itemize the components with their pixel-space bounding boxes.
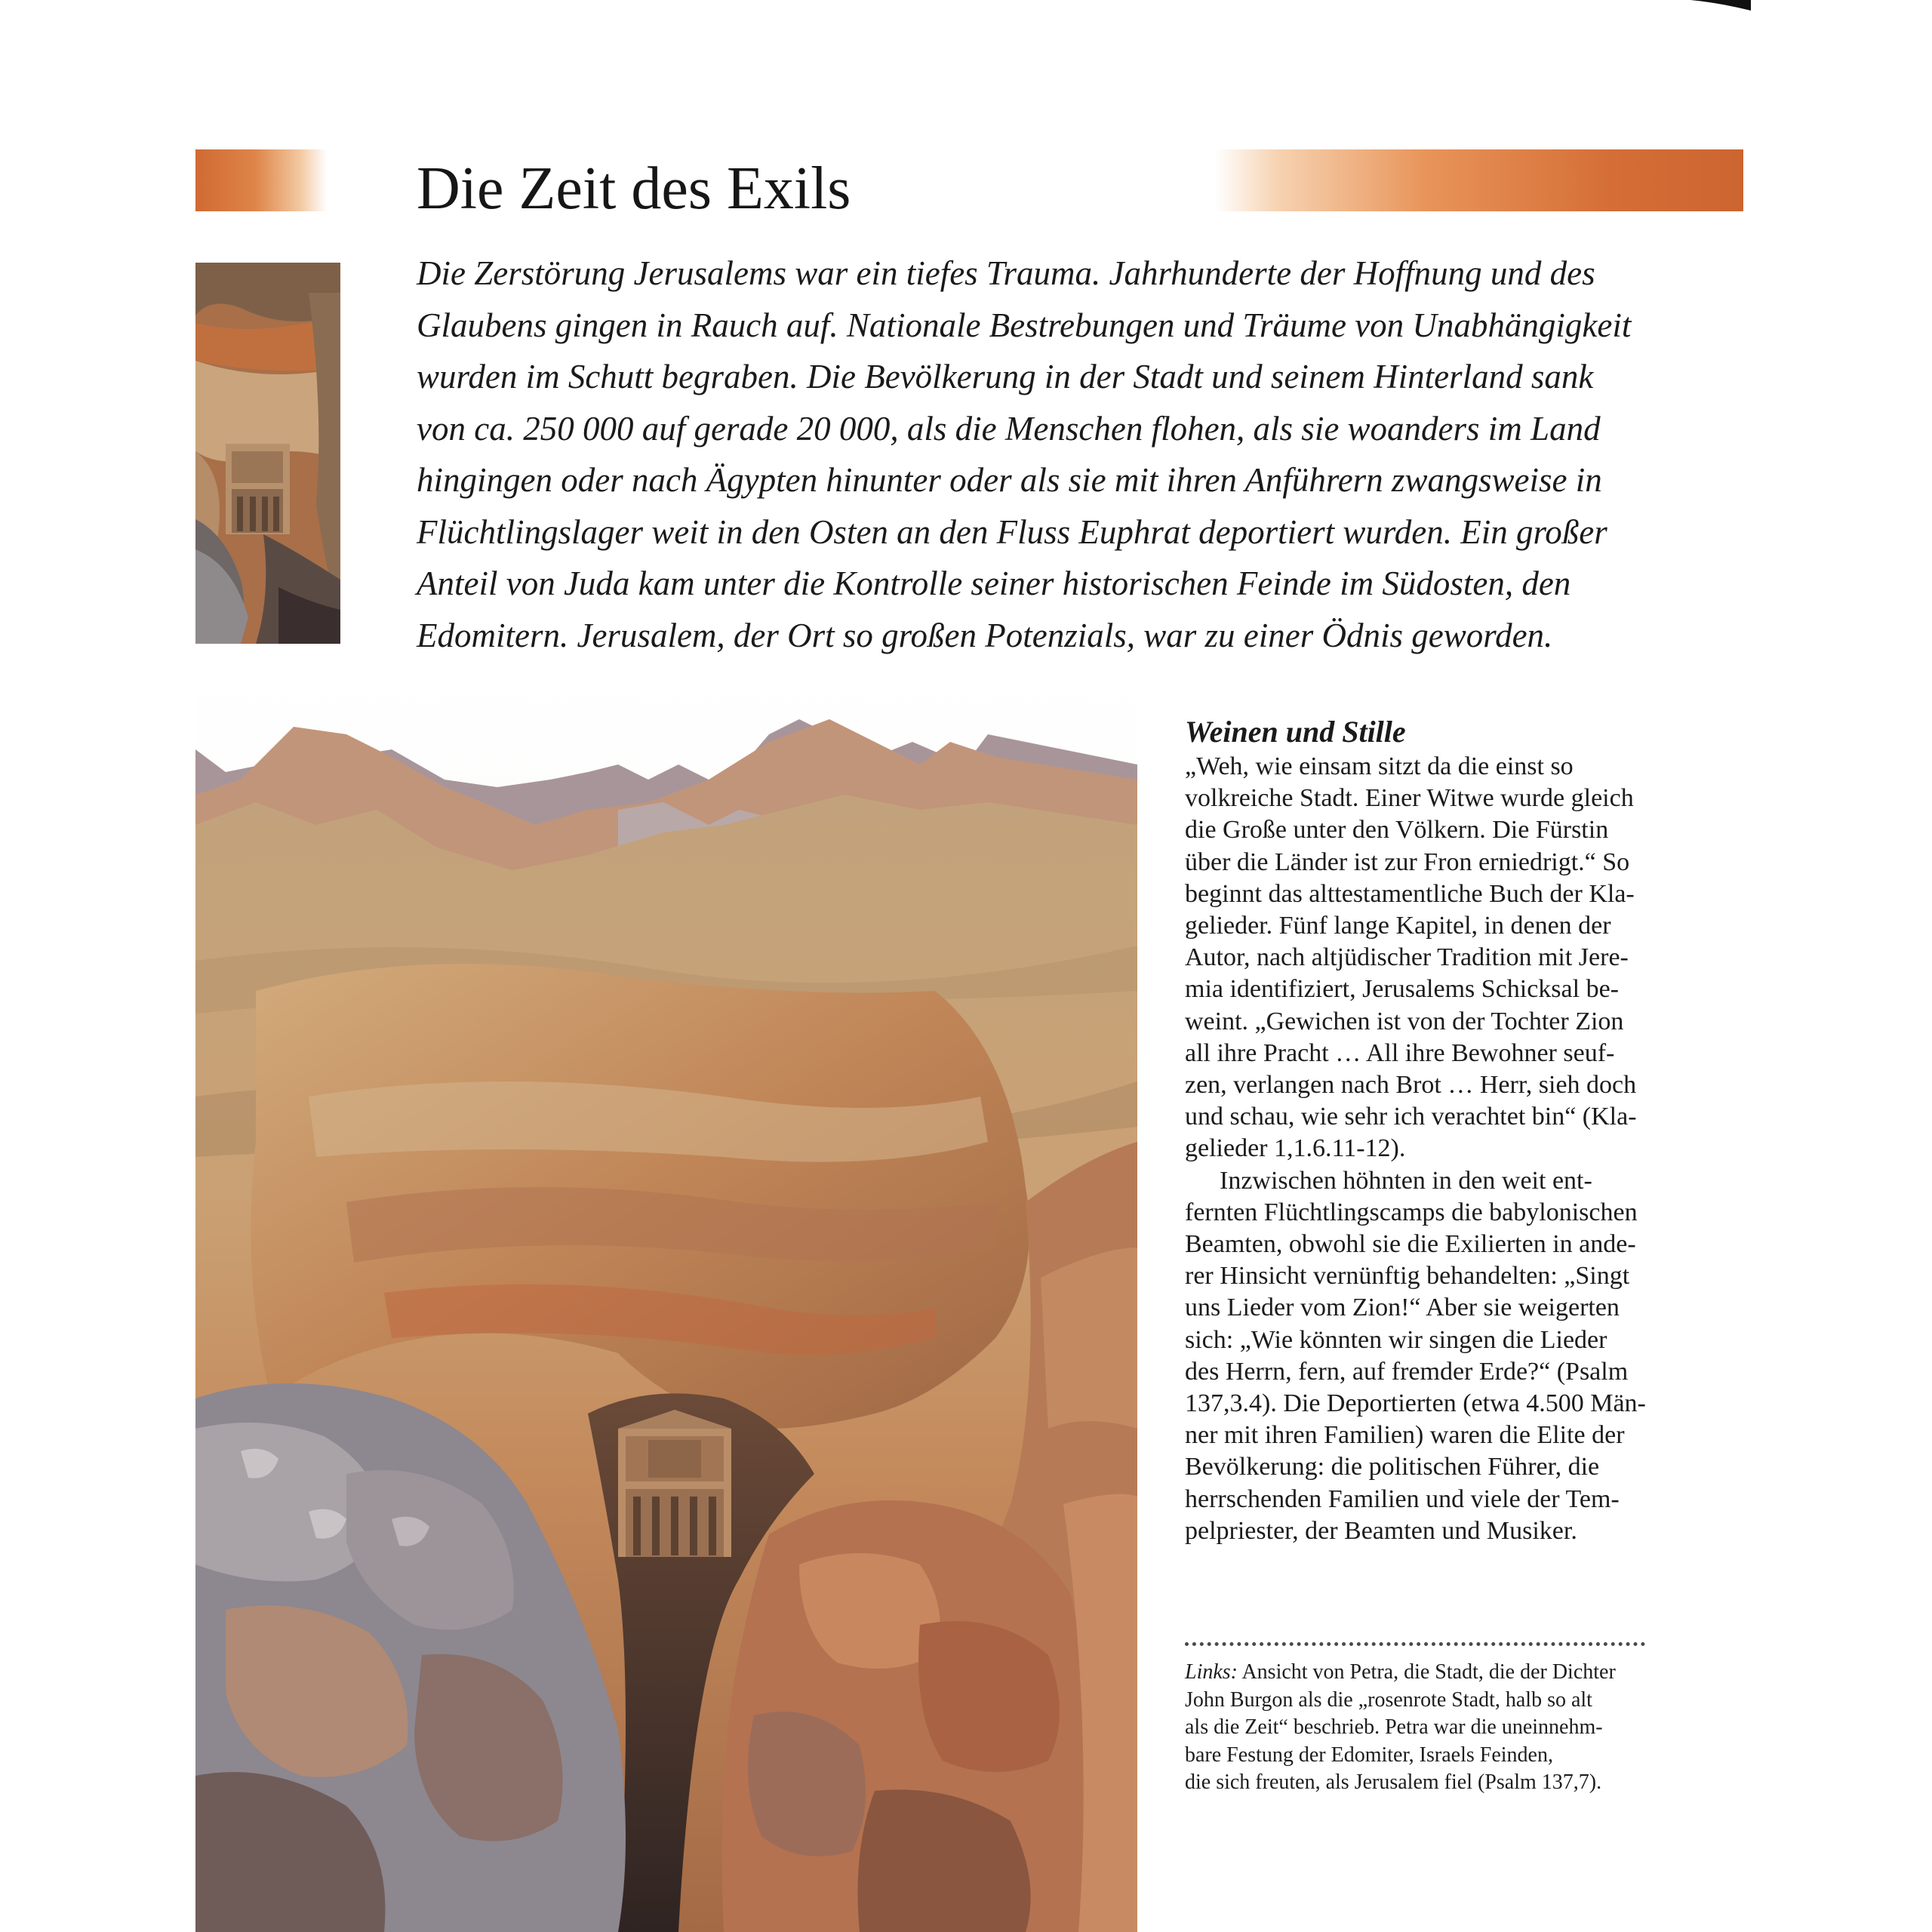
text-line: weint. „Gewichen ist von der Tochter Zion bbox=[1185, 1007, 1624, 1035]
text-line: die Große unter den Völkern. Die Fürstin bbox=[1185, 816, 1609, 844]
caption-first-line: Ansicht von Petra, die Stadt, die der Dichter bbox=[1238, 1660, 1616, 1684]
caption-line: bare Festung der Edomiter, Israels Feinden, bbox=[1185, 1743, 1553, 1767]
caption-line: John Burgon als die „rosenrote Stadt, halb so alt bbox=[1185, 1687, 1592, 1712]
treasury-thumbnail-image bbox=[195, 263, 340, 644]
text-line: pelpriester, der Beamten und Musiker. bbox=[1185, 1516, 1577, 1545]
text-line: Bevölkerung: die politischen Führer, die bbox=[1185, 1453, 1600, 1481]
lead-paragraph bbox=[417, 248, 1669, 661]
text-line: beginnt das alttestamentliche Buch der Kla- bbox=[1185, 879, 1635, 908]
text-line: mia identifiziert, Jerusalems Schicksal be- bbox=[1185, 975, 1619, 1004]
page-edge-mark bbox=[1690, 0, 1751, 11]
text-line: 137,3.4). Die Deportierten (etwa 4.500 Män- bbox=[1185, 1389, 1646, 1418]
text-line: und schau, wie sehr ich verachtet bin“ (Kla- bbox=[1185, 1103, 1637, 1131]
page-title: Die Zeit des Exils bbox=[417, 155, 851, 222]
text-line: rer Hinsicht vernünftig behandelten: „Singt bbox=[1185, 1262, 1630, 1291]
lead-line: wurden im Schutt begraben. Die Bevölkerung in der Stadt und seinem Hinterland sank bbox=[417, 358, 1594, 395]
text-line: des Herrn, fern, auf fremder Erde?“ (Psalm bbox=[1185, 1357, 1629, 1386]
text-line: Beamten, obwohl sie die Exilierten in ande- bbox=[1185, 1230, 1636, 1259]
text-line: zen, verlangen nach Brot … Herr, sieh doch bbox=[1185, 1071, 1637, 1100]
text-line: Inzwischen höhnten in den weit ent- bbox=[1220, 1166, 1592, 1195]
lead-line: Flüchtlingslager weit in den Osten an den Fluss Euphrat deportiert wurden. Ein großer bbox=[417, 512, 1607, 551]
lead-line: Glaubens gingen in Rauch auf. Nationale Bestrebungen und Träume von Unabhängigkeit bbox=[417, 306, 1632, 344]
lead-line: von ca. 250 000 auf gerade 20 000, als die Menschen flohen, als sie woanders im Land bbox=[417, 409, 1601, 448]
caption-label: Links: bbox=[1185, 1660, 1238, 1684]
sidebar-paragraph-2 bbox=[1185, 1165, 1645, 1547]
title-accent-bar-left bbox=[195, 149, 327, 211]
sidebar-heading: Weinen und Stille bbox=[1185, 715, 1406, 749]
title-accent-bar-right bbox=[1215, 149, 1743, 211]
text-line: herrschenden Familien und viele der Tem- bbox=[1185, 1484, 1620, 1513]
caption-line: als die Zeit“ beschrieb. Petra war die uneinnehm- bbox=[1185, 1715, 1603, 1739]
text-line: über die Länder ist zur Fron erniedrigt.“ So bbox=[1185, 848, 1630, 876]
thumbnail-photo bbox=[195, 263, 340, 644]
text-line: all ihre Pracht … All ihre Bewohner seuf- bbox=[1185, 1038, 1615, 1067]
sidebar-paragraph-1 bbox=[1185, 751, 1645, 1165]
lead-line: Anteil von Juda kam unter die Kontrolle seiner historischen Feinde im Südosten, den bbox=[417, 565, 1571, 602]
text-line: gelieder 1,1.6.11-12). bbox=[1185, 1134, 1406, 1163]
lead-line: Die Zerstörung Jerusalems war ein tiefes Trauma. Jahrhunderte der Hoffnung und des bbox=[417, 254, 1595, 292]
text-line: gelieder. Fünf lange Kapitel, in denen der bbox=[1185, 912, 1611, 940]
text-line: sich: „Wie könnten wir singen die Lieder bbox=[1185, 1325, 1607, 1354]
lead-line: hingingen oder nach Ägypten hinunter oder als sie mit ihren Anführern zwangsweise in bbox=[417, 461, 1602, 499]
text-line: Autor, nach altjüdischer Tradition mit Jere- bbox=[1185, 943, 1629, 972]
caption-line: die sich freuten, als Jerusalem fiel (Psalm 137,7). bbox=[1185, 1770, 1602, 1794]
caption-divider bbox=[1185, 1642, 1645, 1646]
text-line: uns Lieder vom Zion!“ Aber sie weigerten bbox=[1185, 1294, 1620, 1322]
sidebar-text bbox=[1185, 713, 1645, 1547]
text-line: volkreiche Stadt. Einer Witwe wurde gleich bbox=[1185, 784, 1634, 813]
text-line: fernten Flüchtlingscamps die babylonischen bbox=[1185, 1198, 1638, 1226]
text-line: „Weh, wie einsam sitzt da die einst so bbox=[1185, 752, 1574, 780]
photo-caption bbox=[1185, 1659, 1645, 1797]
treasury-facade bbox=[618, 1410, 731, 1557]
text-line: ner mit ihren Familien) waren die Elite der bbox=[1185, 1421, 1625, 1450]
petra-aerial-photo bbox=[195, 674, 1137, 1932]
lead-line: Edomitern. Jerusalem, der Ort so großen Potenzials, war zu einer Ödnis geworden. bbox=[417, 616, 1553, 654]
caption-line bbox=[1185, 1659, 1645, 1687]
petra-landscape-image bbox=[195, 674, 1137, 1932]
